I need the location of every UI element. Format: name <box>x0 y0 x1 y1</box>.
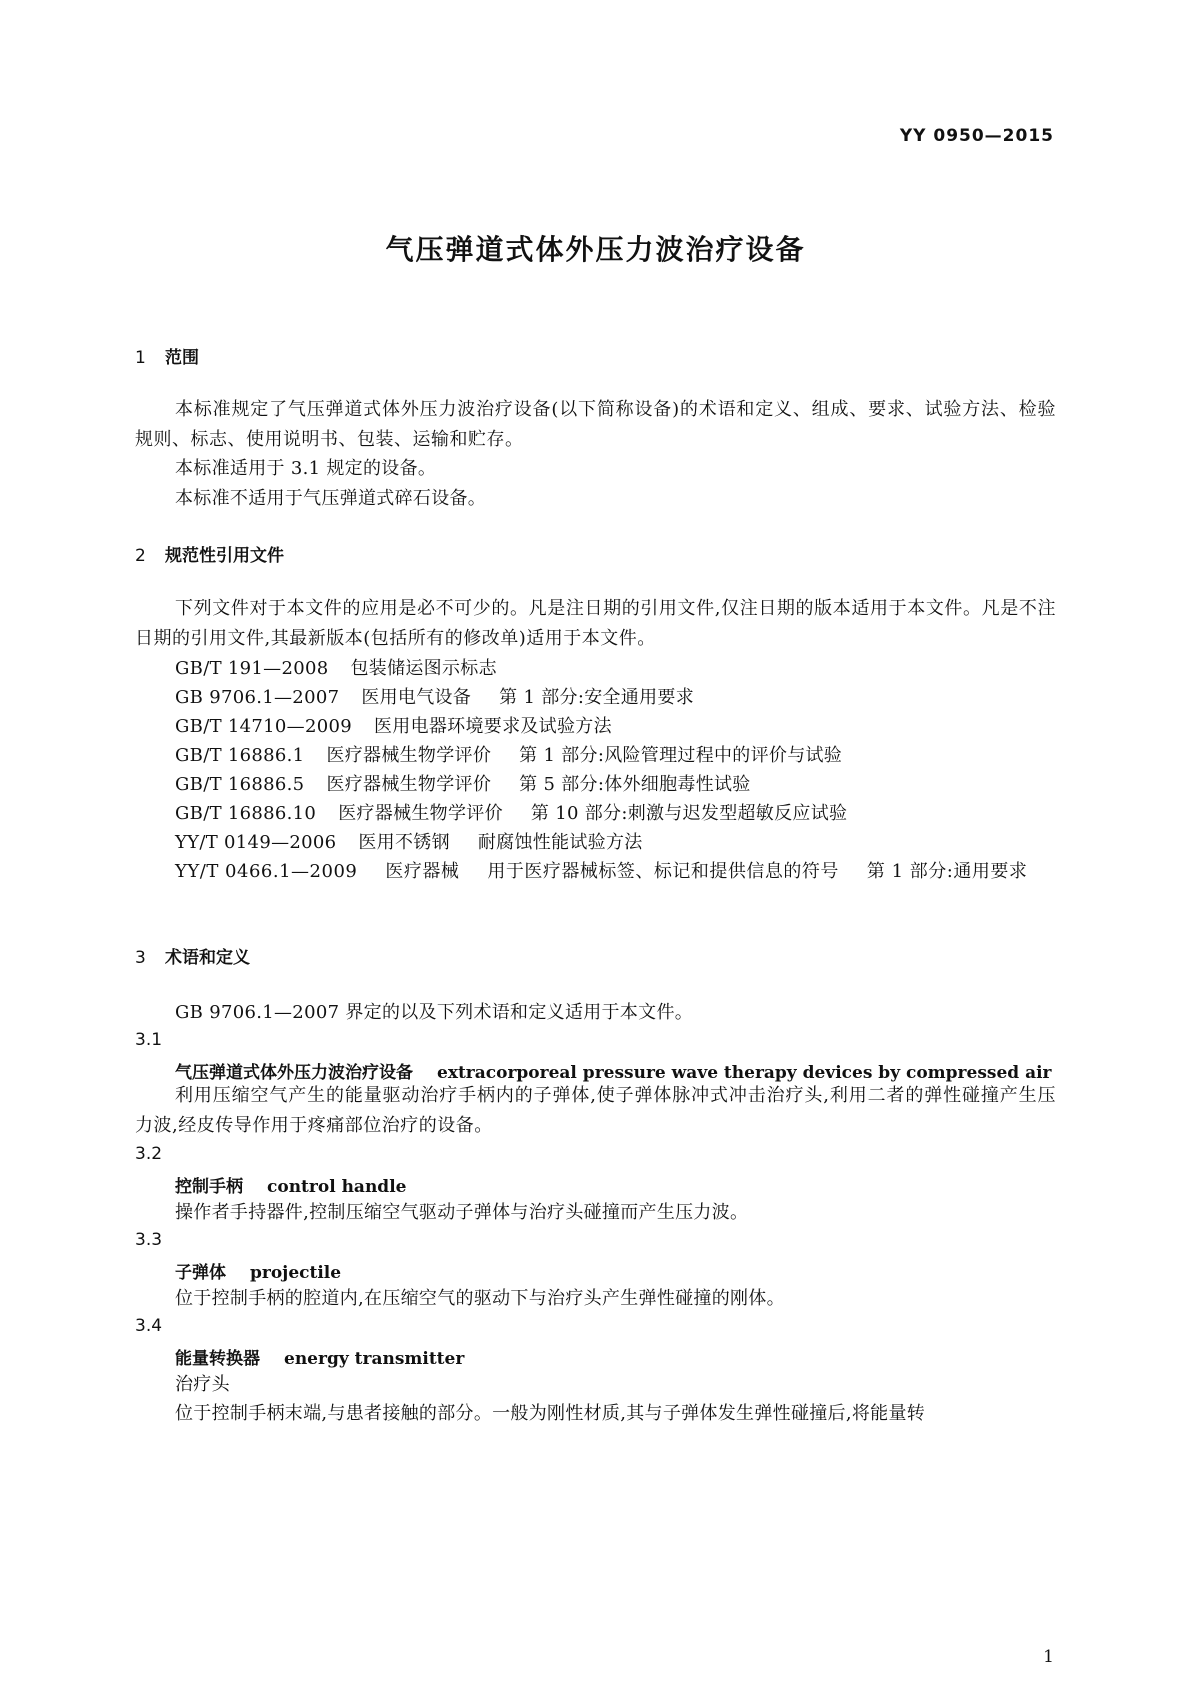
reference-title: 医疗器械生物学评价 <box>326 745 492 766</box>
reference-part: 第 10 部分:刺激与迟发型超敏反应试验 <box>530 803 848 824</box>
paragraph-scope-1: 本标准规定了气压弹道式体外压力波治疗设备(以下简称设备)的术语和定义、组成、要求、试验方法、检验规则、标志、使用说明书、包装、运输和贮存。 <box>135 399 1056 450</box>
reference-title: 医疗器械生物学评价 <box>326 774 492 795</box>
reference-title: 医疗器械 <box>385 861 460 882</box>
term-name <box>175 1258 341 1283</box>
term-name-zh: 气压弹道式体外压力波治疗设备 <box>175 1063 413 1083</box>
section-title: 术语和定义 <box>165 948 250 968</box>
reference-item <box>175 741 842 767</box>
reference-part: 用于医疗器械标签、标记和提供信息的符号 <box>487 861 839 882</box>
section-number: 2 <box>135 546 146 566</box>
reference-code: GB/T 16886.1 <box>175 745 305 766</box>
term-name-zh: 子弹体 <box>175 1263 226 1283</box>
paragraph-scope-2: 本标准适用于 3.1 规定的设备。 <box>175 458 437 479</box>
reference-item <box>175 712 612 738</box>
reference-code: GB/T 16886.10 <box>175 803 317 824</box>
term-definition: 位于控制手柄的腔道内,在压缩空气的驱动下与治疗头产生弹性碰撞的刚体。 <box>175 1288 785 1309</box>
paragraph-scope-3: 本标准不适用于气压弹道式碎石设备。 <box>175 488 487 509</box>
reference-item <box>175 828 643 854</box>
paragraph-terms-intro: GB 9706.1—2007 界定的以及下列术语和定义适用于本文件。 <box>175 1002 694 1023</box>
term-name <box>175 1058 1052 1083</box>
section-heading-normative-references <box>135 541 284 566</box>
reference-item <box>175 799 847 825</box>
reference-title: 医疗器械生物学评价 <box>338 803 503 824</box>
term-name-zh: 能量转换器 <box>175 1349 260 1369</box>
term-name <box>175 1344 464 1369</box>
term-name-zh: 控制手柄 <box>175 1177 243 1197</box>
term-number: 3.4 <box>135 1316 163 1336</box>
term-number: 3.2 <box>135 1144 163 1164</box>
page-number: 1 <box>1043 1647 1054 1667</box>
section-heading-terms-definitions <box>135 943 250 968</box>
section-number: 1 <box>135 348 146 368</box>
reference-item <box>135 857 1056 887</box>
reference-part: 耐腐蚀性能试验方法 <box>477 832 643 853</box>
reference-code: YY/T 0466.1—2009 <box>175 861 358 882</box>
term-alternative-name: 治疗头 <box>175 1374 230 1395</box>
reference-code: GB/T 14710—2009 <box>175 716 352 737</box>
reference-title: 医用电气设备 <box>361 687 472 708</box>
term-number: 3.3 <box>135 1230 163 1250</box>
reference-part: 第 1 部分:安全通用要求 <box>499 687 694 708</box>
document-title: 气压弹道式体外压力波治疗设备 <box>385 233 806 266</box>
reference-code: GB/T 191—2008 <box>175 658 329 679</box>
term-number: 3.1 <box>135 1030 163 1050</box>
reference-part: 第 1 部分:风险管理过程中的评价与试验 <box>519 745 843 766</box>
paragraph-references-intro: 下列文件对于本文件的应用是必不可少的。凡是注日期的引用文件,仅注日期的版本适用于本文件。凡是不注日期的引用文件,其最新版本(包括所有的修改单)适用于本文件。 <box>135 598 1056 649</box>
term-name-en: projectile <box>250 1263 342 1283</box>
reference-code: GB 9706.1—2007 <box>175 687 340 708</box>
reference-item <box>175 654 497 680</box>
term-definition: 操作者手持器件,控制压缩空气驱动子弹体与治疗头碰撞而产生压力波。 <box>175 1202 749 1223</box>
reference-part: 第 5 部分:体外细胞毒性试验 <box>519 774 751 795</box>
term-definition: 利用压缩空气产生的能量驱动治疗手柄内的子弹体,使子弹体脉冲式冲击治疗头,利用二者的弹性碰撞产生压力波,经皮传导作用于疼痛部位治疗的设备。 <box>135 1085 1056 1136</box>
reference-item <box>175 683 694 709</box>
standard-number: YY 0950—2015 <box>899 126 1054 146</box>
section-title: 范围 <box>165 348 199 368</box>
reference-title: 医用不锈钢 <box>358 832 450 853</box>
term-name-en: extracorporeal pressure wave therapy devices by compressed air <box>437 1063 1052 1083</box>
section-title: 规范性引用文件 <box>165 546 284 566</box>
term-definition: 位于控制手柄末端,与患者接触的部分。一般为刚性材质,其与子弹体发生弹性碰撞后,将能量转 <box>175 1403 926 1424</box>
reference-item <box>175 770 751 796</box>
reference-title: 包装储运图示标志 <box>350 658 497 679</box>
section-number: 3 <box>135 948 146 968</box>
term-name <box>175 1172 406 1197</box>
reference-code: YY/T 0149—2006 <box>175 832 337 853</box>
reference-title: 医用电器环境要求及试验方法 <box>373 716 612 737</box>
reference-code: GB/T 16886.5 <box>175 774 305 795</box>
section-heading-scope <box>135 343 199 368</box>
reference-part-2: 第 1 部分:通用要求 <box>866 861 1028 882</box>
term-name-en: control handle <box>267 1177 407 1197</box>
term-name-en: energy transmitter <box>284 1349 465 1369</box>
